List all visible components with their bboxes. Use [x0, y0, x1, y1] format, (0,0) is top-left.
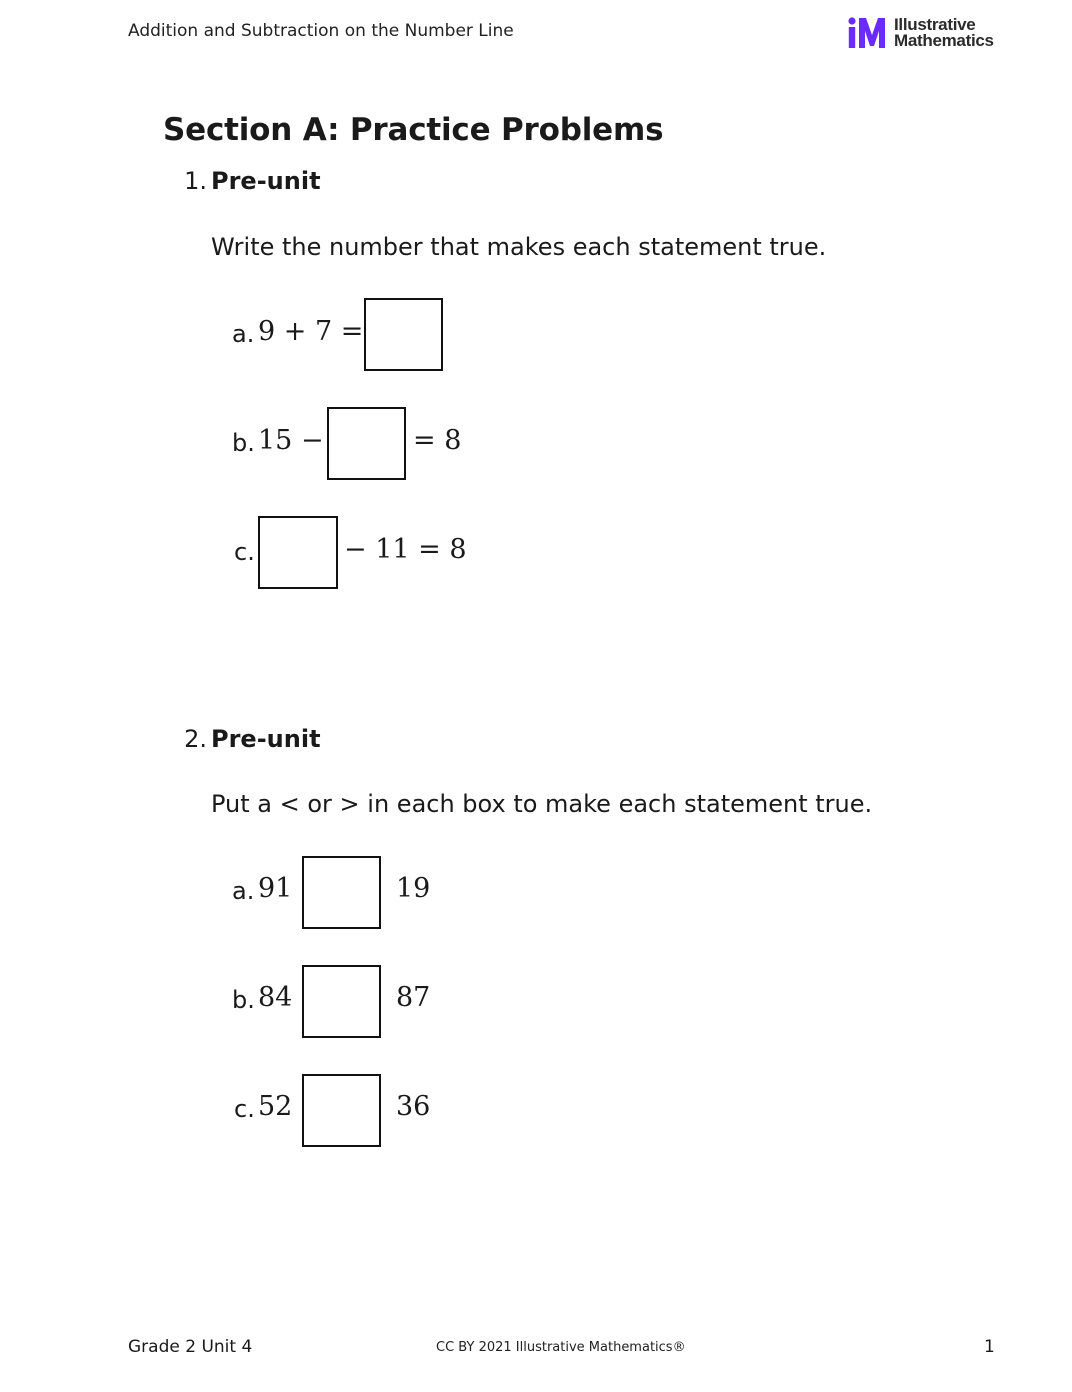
- problem-2-prompt: Put a < or > in each box to make each statement true.: [211, 790, 873, 818]
- document-title: Addition and Subtraction on the Number Line: [128, 21, 514, 41]
- problem-1a-expression: 9 + 7 =: [258, 316, 364, 347]
- problem-1c-answer-box[interactable]: [258, 516, 338, 589]
- problem-2-number: 2.: [184, 725, 207, 753]
- logo-line-1: Illustrative: [894, 15, 976, 34]
- problem-2a-letter: a.: [232, 877, 255, 905]
- problem-2a-right-number: 19: [396, 873, 431, 904]
- footer-copyright: CC BY 2021 Illustrative Mathematics®: [436, 1340, 686, 1355]
- problem-1c-expression-right: − 11 = 8: [344, 534, 467, 565]
- illustrative-mathematics-logo: [848, 16, 994, 50]
- footer-grade-unit: Grade 2 Unit 4: [128, 1337, 253, 1357]
- im-logo-icon: [848, 17, 888, 49]
- problem-1b-expression-right: = 8: [413, 425, 462, 456]
- logo-wordmark: [894, 17, 994, 49]
- problem-2b-right-number: 87: [396, 982, 431, 1013]
- problem-2b-letter: b.: [232, 986, 255, 1014]
- problem-2a-left-number: 91: [258, 873, 293, 904]
- problem-2c-right-number: 36: [396, 1091, 431, 1122]
- page-number: 1: [984, 1337, 995, 1357]
- problem-1c-letter: c.: [234, 538, 255, 566]
- problem-2c-letter: c.: [234, 1095, 255, 1123]
- problem-2c-left-number: 52: [258, 1091, 293, 1122]
- problem-1-number: 1.: [184, 167, 207, 195]
- problem-2-label: Pre-unit: [211, 725, 321, 753]
- problem-1a-letter: a.: [232, 320, 255, 348]
- problem-1b-letter: b.: [232, 429, 255, 457]
- problem-1a-answer-box[interactable]: [364, 298, 443, 371]
- problem-2c-answer-box[interactable]: [302, 1074, 381, 1147]
- problem-1b-expression-left: 15 −: [258, 425, 324, 456]
- problem-2b-left-number: 84: [258, 982, 293, 1013]
- section-title: Section A: Practice Problems: [163, 112, 664, 148]
- problem-1-prompt: Write the number that makes each statement true.: [211, 233, 827, 261]
- problem-1b-answer-box[interactable]: [327, 407, 406, 480]
- logo-line-2: Mathematics: [894, 31, 994, 50]
- problem-2a-answer-box[interactable]: [302, 856, 381, 929]
- problem-2b-answer-box[interactable]: [302, 965, 381, 1038]
- problem-1-label: Pre-unit: [211, 167, 321, 195]
